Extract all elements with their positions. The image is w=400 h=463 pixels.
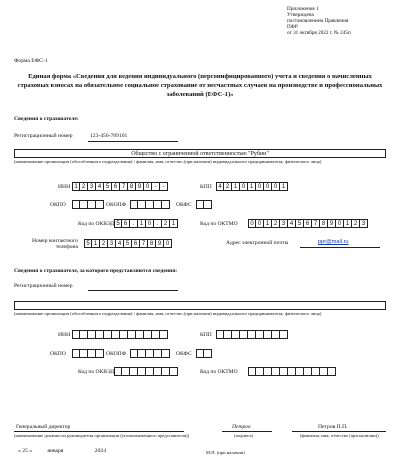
- inn-digit: 4: [96, 182, 104, 191]
- okved-digit: 2: [162, 219, 170, 228]
- inn-digit: 6: [112, 182, 120, 191]
- sec2-okved-cells[interactable]: [114, 367, 178, 376]
- okfs-cells[interactable]: [196, 200, 212, 209]
- oktmo-label: Код по ОКТМО: [200, 221, 238, 227]
- kpp-digit: 0: [240, 182, 248, 191]
- oktmo-digit: 5: [296, 219, 304, 228]
- inn-digit: 3: [88, 182, 96, 191]
- okved-digit: 1: [138, 219, 146, 228]
- kpp-digit: 1: [248, 182, 256, 191]
- note-line: Утверждена: [287, 12, 314, 18]
- reg-number-value: 123-456-789101: [90, 133, 128, 139]
- org-caption: (наименование организации (обособленного подразделения) / фамилия, имя, отчество (при наличии) индивидуального предпринимателя, физического лица): [14, 159, 322, 164]
- okved-digit: 0: [146, 219, 154, 228]
- org-name-box: [14, 149, 386, 158]
- date-month: января: [47, 448, 64, 454]
- sec2-name-box[interactable]: [14, 301, 386, 310]
- kpp-cells[interactable]: [216, 182, 288, 191]
- kpp-digit: 0: [272, 182, 280, 191]
- inn-cells[interactable]: [72, 182, 168, 191]
- sec2-kpp-cells[interactable]: [216, 330, 288, 339]
- kpp-digit: 0: [264, 182, 272, 191]
- phone-digit: 5: [84, 239, 92, 248]
- oktmo-digit: 8: [320, 219, 328, 228]
- phone-digit: 2: [100, 239, 108, 248]
- approval-note: [287, 6, 397, 36]
- note-line: Приложение 1: [287, 6, 319, 12]
- sec2-oktmo-label: Код по ОКТМО: [200, 369, 238, 375]
- phone-digit: 4: [116, 239, 124, 248]
- inn-digit: 7: [120, 182, 128, 191]
- note-line: ПФР: [287, 24, 298, 30]
- phone-digit: 1: [92, 239, 100, 248]
- oktmo-cells[interactable]: [248, 219, 368, 228]
- okved-digit: 1: [170, 219, 178, 228]
- phone-digit: 8: [148, 239, 156, 248]
- phone-digit: 7: [140, 239, 148, 248]
- okved-digit: 6: [122, 219, 130, 228]
- phone-digit: 0: [164, 239, 172, 248]
- okved-digit: .: [130, 219, 138, 228]
- form-code: Форма ЕФС-1: [14, 58, 48, 64]
- phone-digit: 3: [108, 239, 116, 248]
- phone-cells[interactable]: [84, 239, 172, 248]
- okpo-label: ОКПО: [50, 202, 66, 208]
- inn-digit: 5: [104, 182, 112, 191]
- okfs-label: ОКФС: [176, 202, 192, 208]
- phone-label: [30, 238, 78, 250]
- okopf-label: ОКОПФ: [106, 202, 127, 208]
- sec2-okopf-cells[interactable]: [130, 349, 170, 358]
- kpp-digit: 4: [216, 182, 224, 191]
- okved-digit: .: [154, 219, 162, 228]
- oktmo-digit: 2: [272, 219, 280, 228]
- oktmo-digit: 3: [280, 219, 288, 228]
- okved-cells[interactable]: [114, 219, 178, 228]
- phone-digit: 9: [156, 239, 164, 248]
- note-line: от 31 октября 2022 г. № 245п: [287, 30, 351, 36]
- okved-digit: 5: [114, 219, 122, 228]
- email-label: Адрес электронной почты: [226, 240, 289, 246]
- inn-digit: 0: [144, 182, 152, 191]
- org-name: Общество с ограниченной ответственностью "Рубин": [131, 151, 269, 157]
- inn-digit: -: [152, 182, 160, 191]
- oktmo-digit: 7: [312, 219, 320, 228]
- phone-label-text: Номер контактного телефона: [32, 238, 78, 250]
- kpp-label: КПП: [200, 184, 212, 190]
- sec2-okfs-label: ОКФС: [176, 351, 192, 357]
- reg-number-label: Регистрационный номер: [14, 133, 73, 139]
- signer-name: Петров П.П.: [318, 424, 348, 430]
- sec2-okved-label: Код по ОКВЭД: [78, 369, 115, 375]
- phone-digit: 6: [132, 239, 140, 248]
- inn-digit: 2: [80, 182, 88, 191]
- date-day: « 25 »: [18, 448, 32, 454]
- kpp-digit: 1: [280, 182, 288, 191]
- kpp-digit: 2: [224, 182, 232, 191]
- oktmo-digit: 6: [304, 219, 312, 228]
- sec2-okpo-cells[interactable]: [72, 349, 104, 358]
- sec2-oktmo-cells[interactable]: [248, 367, 336, 376]
- inn-digit: -: [160, 182, 168, 191]
- oktmo-digit: 2: [352, 219, 360, 228]
- sec2-okpo-label: ОКПО: [50, 351, 66, 357]
- oktmo-digit: 0: [248, 219, 256, 228]
- okved-label: Код по ОКВЭД: [78, 221, 115, 227]
- sec2-okfs-cells[interactable]: [196, 349, 212, 358]
- oktmo-digit: 4: [288, 219, 296, 228]
- oktmo-digit: 0: [336, 219, 344, 228]
- oktmo-digit: 1: [344, 219, 352, 228]
- note-line: постановлением Правления: [287, 18, 349, 24]
- oktmo-digit: 3: [360, 219, 368, 228]
- okpo-cells[interactable]: [72, 200, 104, 209]
- sec2-heading: Сведения о страхователе, за которого представляются сведения:: [14, 268, 178, 274]
- inn-label: ИНН: [58, 184, 71, 190]
- date-year: 2024: [94, 448, 106, 454]
- sec2-okopf-label: ОКОПФ: [106, 351, 127, 357]
- signer-name-caption: (фамилия, имя, отчество (при наличии)): [300, 433, 379, 438]
- sec2-inn-cells[interactable]: [72, 330, 168, 339]
- sec2-caption: (наименование организации (обособленного подразделения) / фамилия, имя, отчество (при наличии) индивидуального предпринимателя, физического лица): [14, 311, 322, 316]
- sec2-inn-label: ИНН: [58, 332, 71, 338]
- inn-digit: 9: [136, 182, 144, 191]
- signer-position: Генеральный директор: [16, 424, 71, 430]
- sec2-reg-label: Регистрационный номер: [14, 283, 73, 289]
- sign-date: [18, 448, 106, 455]
- sec2-kpp-label: КПП: [200, 332, 212, 338]
- signature-caption: (подпись): [234, 433, 254, 438]
- inn-digit: 1: [72, 182, 80, 191]
- signer-position-caption: (наименование должности руководителя организации (уполномоченного представителя)): [14, 433, 190, 438]
- inn-digit: 8: [128, 182, 136, 191]
- sec1-heading: Сведения о страхователе:: [14, 116, 79, 122]
- kpp-digit: 1: [232, 182, 240, 191]
- oktmo-digit: 9: [328, 219, 336, 228]
- signature-value: Петров: [232, 424, 251, 430]
- phone-digit: 5: [124, 239, 132, 248]
- oktmo-digit: 1: [264, 219, 272, 228]
- form-title: Единая форма «Сведения для ведения индивидуального (персонифицированного) учета и сведения о начисленных страховых взносах на обязательное социальное страхование от несчастных случаев на производстве и профессиональных заболеваний (ЕФС-1)»: [17, 73, 383, 98]
- email-value[interactable]: ppr@mail.ru: [318, 239, 349, 245]
- oktmo-digit: 0: [256, 219, 264, 228]
- kpp-digit: 0: [256, 182, 264, 191]
- stamp-note: М.П. (при наличии): [206, 450, 245, 455]
- okopf-cells[interactable]: [130, 200, 170, 209]
